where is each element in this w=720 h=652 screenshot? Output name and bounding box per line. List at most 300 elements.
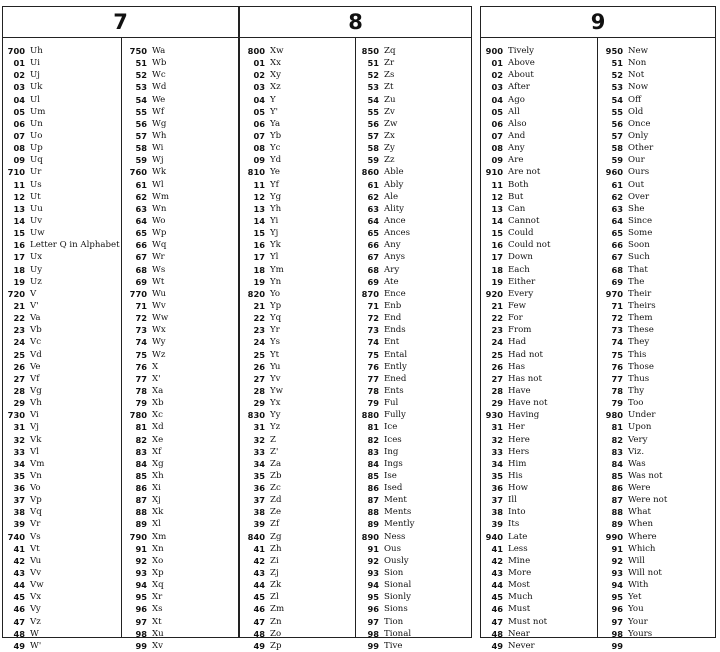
code-number: 15 — [13, 228, 25, 239]
code-word: Vy — [30, 604, 41, 615]
code-number: 14 — [13, 215, 25, 226]
code-word: Had not — [508, 349, 544, 360]
code-word: Wk — [152, 167, 167, 178]
code-row — [477, 506, 595, 518]
code-row — [0, 312, 119, 324]
code-row — [121, 494, 237, 506]
code-row — [0, 603, 119, 615]
code-word: Ous — [384, 543, 401, 554]
code-word: Ness — [384, 531, 406, 542]
code-word: About — [508, 70, 534, 81]
code-row — [477, 276, 595, 288]
code-word: Yz — [270, 422, 281, 433]
code-number: 98 — [135, 628, 147, 639]
code-row — [0, 628, 119, 640]
code-number: 58 — [611, 143, 623, 154]
code-word: Able — [384, 167, 404, 178]
code-word: Xq — [152, 580, 164, 591]
code-row — [239, 130, 353, 142]
code-word: Having — [508, 410, 540, 421]
code-word: Xz — [270, 82, 281, 93]
code-word: Vv — [30, 568, 42, 579]
code-number: 740 — [7, 531, 25, 542]
code-number: 91 — [135, 543, 147, 554]
code-word: Zj — [270, 568, 279, 579]
code-word: Ice — [384, 422, 398, 433]
code-row — [597, 336, 713, 348]
code-number: 65 — [367, 228, 379, 239]
code-row — [477, 470, 595, 482]
code-number: 49 — [491, 640, 503, 651]
code-word: Theirs — [628, 300, 656, 311]
code-number: 96 — [367, 604, 379, 615]
code-row — [597, 555, 713, 567]
code-row — [597, 288, 713, 300]
code-word: New — [628, 46, 648, 56]
code-number: 24 — [13, 337, 25, 348]
code-word: Their — [628, 288, 652, 299]
code-row — [121, 215, 237, 227]
code-number: 74 — [135, 337, 147, 348]
code-word: The — [628, 276, 645, 287]
code-number: 52 — [135, 70, 147, 81]
code-word: Zc — [270, 483, 281, 494]
code-row — [121, 300, 237, 312]
code-row — [477, 458, 595, 470]
code-number: 29 — [253, 398, 265, 409]
code-row — [353, 506, 469, 518]
code-word: Were — [628, 483, 651, 494]
code-number: 08 — [253, 143, 265, 154]
code-number: 69 — [135, 276, 147, 287]
code-row — [597, 130, 713, 142]
code-row — [477, 409, 595, 421]
code-row — [477, 349, 595, 361]
code-number: 03 — [13, 82, 25, 93]
code-row — [353, 239, 469, 251]
code-word: Has not — [508, 373, 542, 384]
code-number: 95 — [135, 592, 147, 603]
code-word: Above — [508, 58, 535, 69]
code-word: We — [152, 94, 166, 105]
code-row — [353, 264, 469, 276]
code-word: Its — [508, 519, 520, 530]
code-word: Zr — [384, 58, 395, 69]
code-number: 18 — [13, 264, 25, 275]
code-row — [353, 397, 469, 409]
code-number: 42 — [13, 555, 25, 566]
code-number: 35 — [13, 470, 25, 481]
code-number: 910 — [485, 167, 503, 178]
code-number: 01 — [13, 58, 25, 69]
code-word: Uy — [30, 264, 43, 275]
code-word: Wi — [152, 143, 164, 154]
code-number: 15 — [491, 228, 503, 239]
code-number: 32 — [253, 434, 265, 445]
code-number: 58 — [135, 143, 147, 154]
code-word: Va — [30, 313, 41, 324]
code-number: 53 — [135, 82, 147, 93]
code-word: Zv — [384, 106, 395, 117]
code-number: 72 — [135, 313, 147, 324]
code-row — [597, 421, 713, 433]
code-number: 65 — [135, 228, 147, 239]
code-row — [0, 45, 119, 57]
code-row — [121, 616, 237, 628]
code-word: X' — [152, 373, 161, 384]
code-row — [477, 57, 595, 69]
code-word: And — [508, 130, 526, 141]
code-word: Zk — [270, 580, 282, 591]
code-word: Ance — [384, 215, 406, 226]
code-word: Ably — [384, 179, 404, 190]
code-word: Ze — [270, 507, 282, 518]
code-row — [597, 106, 713, 118]
code-row — [0, 361, 119, 373]
code-number: 26 — [13, 361, 25, 372]
code-word: Ents — [384, 385, 404, 396]
code-number: 900 — [485, 46, 503, 56]
code-word: Here — [508, 434, 530, 445]
code-row — [0, 94, 119, 106]
code-word: Had — [508, 337, 527, 348]
code-number: 88 — [135, 507, 147, 518]
code-word: Old — [628, 106, 644, 117]
code-word: Uk — [30, 82, 43, 93]
code-word: Ing — [384, 446, 399, 457]
code-row — [477, 494, 595, 506]
code-row — [239, 555, 353, 567]
code-row — [597, 118, 713, 130]
code-row — [121, 349, 237, 361]
code-word: Xk — [152, 507, 164, 518]
code-number: 730 — [7, 410, 25, 421]
code-row — [239, 264, 353, 276]
code-number: 830 — [247, 410, 265, 421]
code-word: Xi — [152, 483, 161, 494]
code-number: 69 — [367, 276, 379, 287]
code-number: 09 — [253, 155, 265, 166]
code-number: 02 — [491, 70, 503, 81]
code-word: Such — [628, 252, 650, 263]
code-column — [353, 45, 469, 652]
code-number: 38 — [13, 507, 25, 518]
code-row — [477, 227, 595, 239]
code-row — [353, 215, 469, 227]
code-word: Ys — [270, 337, 281, 348]
code-number: 06 — [13, 118, 25, 129]
code-number: 84 — [367, 458, 379, 469]
code-number: 09 — [13, 155, 25, 166]
code-number: 39 — [491, 519, 503, 530]
code-row — [477, 215, 595, 227]
code-word: Where — [628, 531, 657, 542]
code-word: Yi — [270, 215, 279, 226]
code-number: 18 — [491, 264, 503, 275]
code-row — [353, 94, 469, 106]
code-word: Which — [628, 543, 656, 554]
code-number: 54 — [611, 94, 623, 105]
code-number: 53 — [367, 82, 379, 93]
code-word: Xc — [152, 410, 163, 421]
code-word: Xt — [152, 616, 162, 627]
code-word: Xa — [152, 385, 164, 396]
code-word: Our — [628, 155, 645, 166]
code-row — [353, 227, 469, 239]
code-word: Zn — [270, 616, 282, 627]
code-row — [121, 81, 237, 93]
code-word: But — [508, 191, 524, 202]
code-word: Were not — [628, 495, 668, 506]
code-word: Into — [508, 507, 526, 518]
code-row — [121, 288, 237, 300]
code-word: Zb — [270, 470, 282, 481]
code-word: Zw — [384, 118, 398, 129]
code-row — [0, 81, 119, 93]
code-row — [353, 579, 469, 591]
code-row — [121, 57, 237, 69]
code-word: Off — [628, 94, 642, 105]
code-word: Ye — [270, 167, 281, 178]
code-number: 03 — [253, 82, 265, 93]
code-word: Yours — [628, 628, 653, 639]
code-word: Down — [508, 252, 533, 263]
code-row — [0, 616, 119, 628]
code-row — [597, 324, 713, 336]
code-word: Your — [628, 616, 648, 627]
code-row — [477, 203, 595, 215]
code-number: 56 — [367, 118, 379, 129]
code-word: Xh — [152, 470, 164, 481]
code-word: Ate — [384, 276, 399, 287]
code-word: Ago — [508, 94, 525, 105]
code-number: 37 — [491, 495, 503, 506]
code-word: Over — [628, 191, 650, 202]
code-word: She — [628, 203, 645, 214]
code-row — [239, 45, 353, 57]
code-row — [121, 458, 237, 470]
code-row — [239, 421, 353, 433]
code-word: Zp — [270, 640, 282, 651]
code-row — [121, 373, 237, 385]
code-row — [0, 57, 119, 69]
code-row — [353, 518, 469, 530]
code-row — [239, 288, 353, 300]
code-word: Sion — [384, 568, 404, 579]
code-word: They — [628, 337, 650, 348]
code-row — [0, 227, 119, 239]
code-word: Yx — [270, 398, 281, 409]
code-number: 34 — [491, 458, 503, 469]
code-number: 64 — [611, 215, 623, 226]
code-number: 92 — [611, 555, 623, 566]
code-row — [239, 191, 353, 203]
code-row — [597, 276, 713, 288]
code-number: 02 — [13, 70, 25, 81]
code-number: 49 — [13, 640, 25, 651]
code-number: 79 — [611, 398, 623, 409]
code-row — [353, 166, 469, 178]
code-number: 78 — [135, 385, 147, 396]
code-row — [0, 446, 119, 458]
code-row — [239, 543, 353, 555]
code-word: Ul — [30, 94, 40, 105]
code-number: 24 — [253, 337, 265, 348]
code-word: Zo — [270, 628, 282, 639]
code-word: Ental — [384, 349, 408, 360]
code-row — [121, 324, 237, 336]
code-word: Yy — [270, 410, 281, 421]
code-number: 16 — [253, 240, 265, 251]
code-word: Ent — [384, 337, 400, 348]
code-row — [0, 106, 119, 118]
code-row — [121, 409, 237, 421]
code-word: Z' — [270, 446, 279, 457]
section-title-7: 7 — [3, 7, 238, 38]
code-number: 14 — [491, 215, 503, 226]
code-number: 790 — [129, 531, 147, 542]
code-number: 93 — [611, 568, 623, 579]
code-row — [353, 591, 469, 603]
code-word: Ws — [152, 264, 166, 275]
code-row — [0, 130, 119, 142]
code-word: Could not — [508, 240, 551, 251]
code-row — [597, 482, 713, 494]
code-number: 35 — [253, 470, 265, 481]
code-number: 820 — [247, 288, 265, 299]
code-row — [121, 191, 237, 203]
code-row — [353, 446, 469, 458]
code-number: 61 — [611, 179, 623, 190]
code-word: Wz — [152, 349, 166, 360]
code-row — [353, 69, 469, 81]
code-row — [477, 518, 595, 530]
code-word: Yw — [270, 385, 284, 396]
code-number: 72 — [367, 313, 379, 324]
code-word: Wl — [152, 179, 164, 190]
code-row — [239, 179, 353, 191]
code-word: Yd — [270, 155, 282, 166]
code-word: Him — [508, 458, 527, 469]
code-word: For — [508, 313, 523, 324]
code-row — [353, 191, 469, 203]
code-row — [121, 312, 237, 324]
code-word: Xx — [270, 58, 281, 69]
code-number: 44 — [491, 580, 503, 591]
code-row — [597, 81, 713, 93]
code-row — [239, 251, 353, 263]
code-word: That — [628, 264, 648, 275]
code-number: 930 — [485, 410, 503, 421]
code-word: Tional — [384, 628, 412, 639]
code-number: 750 — [129, 46, 147, 56]
code-word: Vi — [30, 410, 39, 421]
code-number: 54 — [135, 94, 147, 105]
code-row — [477, 94, 595, 106]
code-number: 73 — [135, 325, 147, 336]
code-row — [597, 69, 713, 81]
code-column — [477, 45, 595, 652]
code-word: Zt — [384, 82, 394, 93]
code-word: Wm — [152, 191, 169, 202]
code-row — [239, 203, 353, 215]
code-number: 22 — [13, 313, 25, 324]
code-word: Xl — [152, 519, 161, 530]
code-number: 89 — [367, 519, 379, 530]
code-word: How — [508, 483, 529, 494]
code-number: 76 — [611, 361, 623, 372]
code-number: 11 — [491, 179, 503, 190]
code-row — [0, 179, 119, 191]
code-word: Wb — [152, 58, 167, 69]
code-word: Vg — [30, 385, 42, 396]
code-number: 82 — [367, 434, 379, 445]
code-word: Never — [508, 640, 535, 651]
code-row — [353, 57, 469, 69]
code-number: 07 — [491, 130, 503, 141]
code-number: 38 — [491, 507, 503, 518]
code-number: 89 — [135, 519, 147, 530]
code-row — [0, 494, 119, 506]
code-word: Only — [628, 130, 649, 141]
code-row — [121, 106, 237, 118]
code-number: 93 — [367, 568, 379, 579]
code-number: 71 — [611, 300, 623, 311]
code-row — [477, 69, 595, 81]
code-number: 51 — [367, 58, 379, 69]
code-row — [597, 531, 713, 543]
code-number: 28 — [13, 385, 25, 396]
code-word: W' — [30, 640, 42, 651]
code-row — [0, 300, 119, 312]
code-word: Zh — [270, 543, 282, 554]
code-row — [597, 191, 713, 203]
code-column — [121, 45, 237, 652]
code-row — [239, 227, 353, 239]
code-row — [239, 518, 353, 530]
code-number: 23 — [491, 325, 503, 336]
code-number: 11 — [253, 179, 265, 190]
code-number: 890 — [361, 531, 379, 542]
code-word: Since — [628, 215, 653, 226]
code-word: Xp — [152, 568, 164, 579]
code-row — [597, 45, 713, 57]
code-number: 08 — [13, 143, 25, 154]
code-row — [239, 154, 353, 166]
code-row — [0, 166, 119, 178]
code-number: 77 — [611, 373, 623, 384]
code-number: 83 — [611, 446, 623, 457]
code-row — [353, 288, 469, 300]
code-number: 44 — [13, 580, 25, 591]
code-row — [597, 142, 713, 154]
code-row — [597, 94, 713, 106]
code-number: 31 — [253, 422, 265, 433]
code-row — [353, 45, 469, 57]
code-row — [597, 215, 713, 227]
code-row — [477, 397, 595, 409]
code-row — [239, 628, 353, 640]
code-number: 98 — [367, 628, 379, 639]
code-number: 85 — [367, 470, 379, 481]
code-row — [121, 567, 237, 579]
code-number: 69 — [611, 276, 623, 287]
code-word: Wf — [152, 106, 165, 117]
code-word: Wg — [152, 118, 167, 129]
code-row — [353, 203, 469, 215]
code-word: Wt — [152, 276, 165, 287]
code-number: 66 — [135, 240, 147, 251]
